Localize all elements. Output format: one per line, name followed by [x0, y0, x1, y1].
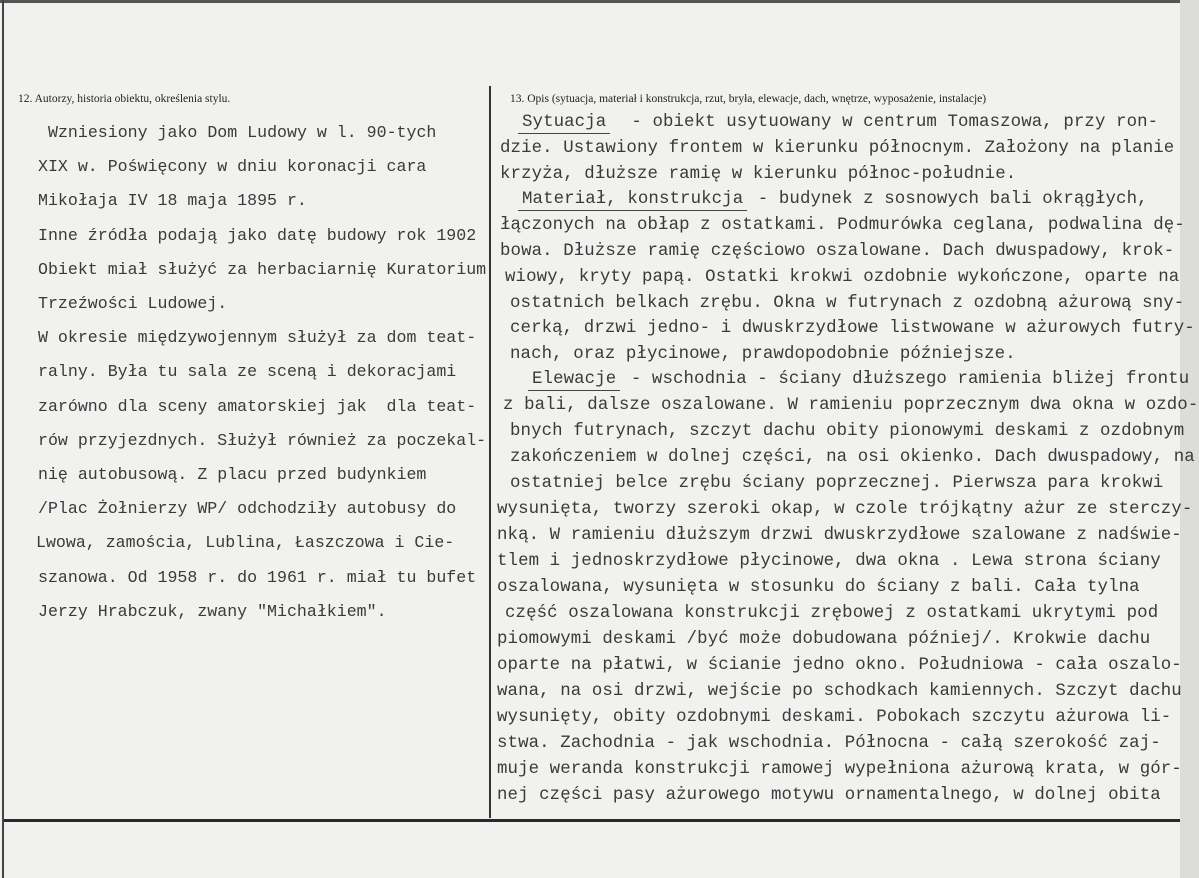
- line-text: tlem i jednoskrzydłowe płycinowe, dwa okna . Lewa strona ściany: [497, 552, 1161, 571]
- subsection-heading: Sytuacja: [518, 113, 610, 134]
- text-line: [510, 294, 1184, 313]
- line-text: oszalowana, wysunięta w stosunku do ściany z bali. Cała tylna: [497, 578, 1140, 597]
- text-line: [500, 242, 1174, 261]
- line-text: część oszalowana konstrukcji zrębowej z ostatkami ukrytymi pod: [505, 604, 1159, 623]
- line-text: piomowymi deskami /być może dobudowana później/. Krokwie dachu: [497, 630, 1151, 649]
- subsection-heading: Materiał, konstrukcja: [518, 190, 747, 211]
- section-12-title: 12. Autorzy, historia obiektu, określenia stylu.: [18, 93, 231, 105]
- line-text: nką. W ramieniu dłuższym drzwi dwuskrzydłowe szalowane z nadświe-: [497, 526, 1182, 545]
- text-line: W okresie międzywojennym służył za dom teat-: [38, 328, 477, 348]
- line-text: - wschodnia - ściany dłuższego ramienia bliżej frontu: [620, 370, 1190, 389]
- left-border-line: [2, 0, 4, 878]
- text-line: Trzeźwości Ludowej.: [38, 294, 228, 313]
- text-line: [497, 552, 1161, 571]
- text-line: [497, 656, 1182, 675]
- line-text: zakończeniem w dolnej części, na osi okienko. Dach dwuspadowy, na: [510, 448, 1195, 467]
- subsection-heading: Elewacje: [528, 370, 620, 391]
- line-text: wiowy, kryty papą. Ostatki krokwi ozdobnie wykończone, oparte na: [505, 267, 1180, 287]
- text-line: [510, 474, 1163, 493]
- line-text: nej części pasy ażurowego motywu ornamentalnego, w dolnej obita: [497, 786, 1161, 805]
- line-text: krzyża, dłuższe ramię w kierunku północ-południe.: [500, 164, 1017, 184]
- text-line: [500, 216, 1185, 235]
- text-line: [505, 268, 1179, 287]
- line-text: - obiekt usytuowany w centrum Tomaszowa, przy ron-: [610, 113, 1159, 132]
- section-13-title: 13. Opis (sytuacja, materiał i konstrukcja, rzut, bryła, elewacje, dach, wnętrze, wyposażenie, instalacje): [510, 93, 987, 105]
- text-line: Wzniesiony jako Dom Ludowy w l. 90-tych: [48, 123, 437, 142]
- line-text: ostatniej belce zrębu ściany poprzecznej. Pierwsza para krokwi: [510, 474, 1164, 493]
- line-text: dzie. Ustawiony frontem w kierunku północnym. Założony na planie: [500, 138, 1175, 158]
- line-text: nach, oraz płycinowe, prawdopodobnie późniejsze.: [510, 345, 1016, 365]
- line-text: łączonych na obłap z ostatkami. Podmurówka ceglana, podwalina dę-: [500, 216, 1185, 236]
- text-line: [510, 448, 1195, 467]
- text-line: rów przyjezdnych. Służył również za poczekal-: [38, 430, 487, 450]
- text-line: Jerzy Hrabczuk, zwany "Michałkiem".: [38, 601, 387, 621]
- text-line: [497, 760, 1182, 779]
- scan-top-edge: [0, 0, 1199, 3]
- text-line: nię autobusową. Z placu przed budynkiem: [38, 465, 427, 484]
- text-line: szanowa. Od 1958 r. do 1961 r. miał tu bufet: [38, 567, 477, 587]
- text-line: [497, 708, 1171, 727]
- bottom-rule: [4, 819, 1180, 822]
- line-text: wysunięty, obity ozdobnymi deskami. Pobokach szczytu ażurowa li-: [497, 708, 1172, 727]
- text-line: [518, 190, 1148, 209]
- line-text: wysunięta, tworzy szeroki okap, w czole trójkątny ażur ze sterczy-: [497, 500, 1193, 519]
- line-text: muje weranda konstrukcji ramowej wypełniona ażurową krata, w gór-: [497, 760, 1182, 779]
- text-line: [497, 682, 1182, 701]
- text-line: [497, 734, 1161, 753]
- text-line: Inne źródła podają jako datę budowy rok 1902: [38, 225, 477, 245]
- text-line: [497, 786, 1161, 805]
- text-line: ralny. Była tu sala ze sceną i dekoracjami: [38, 362, 457, 382]
- text-line: [518, 113, 1158, 132]
- text-line: [497, 578, 1140, 597]
- line-text: ostatnich belkach zrębu. Okna w futrynach z ozdobną ażurową sny-: [510, 293, 1185, 313]
- line-text: cerką, drzwi jedno- i dwuskrzydłowe listwowane w ażurowych futry-: [510, 319, 1195, 339]
- line-text: bowa. Dłuższe ramię częściowo oszalowane. Dach dwuspadowy, krok-: [500, 242, 1175, 261]
- text-line: [528, 370, 1189, 389]
- text-line: [497, 630, 1150, 649]
- line-text: stwa. Zachodnia - jak wschodnia. Północna - całą szerokość zaj-: [497, 734, 1161, 753]
- text-line: Obiekt miał służyć za herbaciarnię Kuratorium: [38, 259, 487, 279]
- text-line: [497, 526, 1182, 545]
- text-line: Mikołaja IV 18 maja 1895 r.: [38, 191, 307, 211]
- text-line: [510, 319, 1195, 338]
- line-text: wana, na osi drzwi, wejście po schodkach kamiennych. Szczyt dachu: [497, 682, 1182, 701]
- text-line: [500, 139, 1174, 158]
- column-divider: [489, 86, 491, 818]
- text-line: [497, 500, 1192, 519]
- line-text: z bali, dalsze oszalowane. W ramieniu poprzecznym dwa okna w ozdo-: [503, 396, 1199, 415]
- text-line: zarówno dla sceny amatorskiej jak dla teat-: [38, 396, 477, 416]
- text-line: [500, 165, 1016, 184]
- line-text: oparte na płatwi, w ścianie jedno okno. Południowa - cała oszalo-: [497, 656, 1182, 675]
- text-line: XIX w. Poświęcony w dniu koronacji cara: [38, 157, 427, 177]
- text-line: [505, 604, 1158, 623]
- text-line: /Plac Żołnierzy WP/ odchodziły autobusy do: [38, 499, 457, 519]
- text-line: [503, 396, 1198, 415]
- text-line: Lwowa, zamościa, Lublina, Łaszczowa i Cie-: [36, 533, 455, 553]
- line-text: bnych futrynach, szczyt dachu obity pionowymi deskami z ozdobnym: [510, 422, 1185, 441]
- line-text: - budynek z sosnowych bali okrągłych,: [747, 190, 1148, 210]
- text-line: [510, 422, 1184, 441]
- text-line: [510, 345, 1016, 364]
